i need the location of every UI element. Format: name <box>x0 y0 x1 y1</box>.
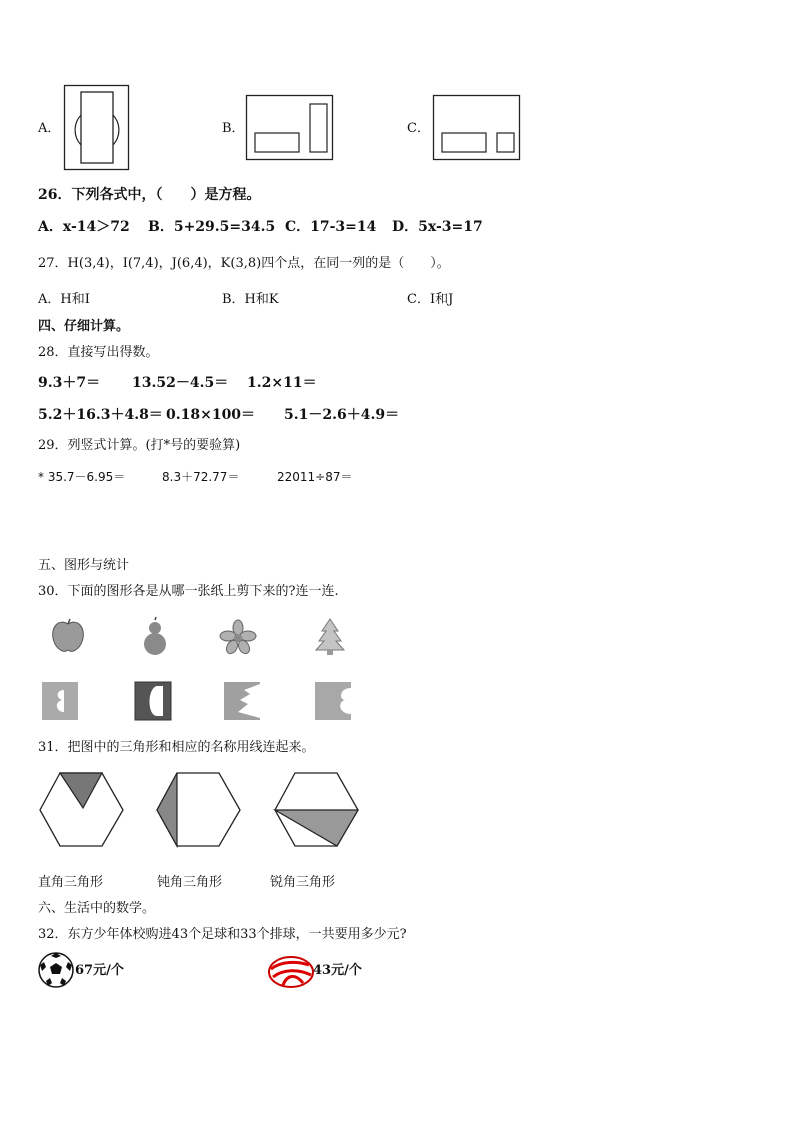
q26-stem: 26．下列各式中，（ ）是方程。 <box>38 187 261 203</box>
section-4-heading: 四、仔细计算。 <box>38 319 130 334</box>
option-c-label[interactable]: C． <box>407 121 430 136</box>
q28-item-4: 5.2＋16.3＋4.8＝ <box>38 407 163 423</box>
q29-item-1: * 35.7－6.95＝ <box>38 470 126 484</box>
q26-option-a[interactable]: A．x-14＞72 <box>38 219 130 235</box>
q26-option-b[interactable]: B．5+29.5=34.5 <box>148 219 276 235</box>
apple-shape <box>50 618 86 654</box>
volleyball-icon <box>267 955 315 989</box>
q28-item-2: 13.52－4.5＝ <box>132 375 229 391</box>
option-b-label[interactable]: B． <box>222 121 245 136</box>
hexagon-3 <box>274 772 360 848</box>
q32-stem: 32．东方少年体校购进43个足球和33个排球，一共要用多少元? <box>38 927 407 942</box>
option-b-figure <box>246 95 334 161</box>
label-acute-triangle: 锐角三角形 <box>270 875 336 890</box>
cut-paper-3 <box>222 680 262 722</box>
label-right-triangle: 直角三角形 <box>38 875 104 890</box>
volleyball-price: 43元/个 <box>313 963 362 978</box>
hexagon-2 <box>156 772 242 848</box>
q28-stem: 28．直接写出得数。 <box>38 345 159 360</box>
option-a-label[interactable]: A． <box>38 121 61 136</box>
q29-item-2: 8.3＋72.77＝ <box>162 470 240 484</box>
q26-option-c[interactable]: C．17-3=14 <box>285 219 377 235</box>
q29-item-3: 22011÷87＝ <box>277 470 353 484</box>
q27-stem: 27．H(3,4)，I(7,4)，J(6,4)，K(3,8)四个点，在同一列的是（ ）。 <box>38 256 450 271</box>
q31-stem: 31．把图中的三角形和相应的名称用线连起来。 <box>38 740 315 755</box>
section-6-heading: 六、生活中的数学。 <box>38 901 156 916</box>
tree-shape <box>313 617 347 655</box>
q30-stem: 30．下面的图形各是从哪一张纸上剪下来的?连一连. <box>38 584 339 599</box>
football-price: 67元/个 <box>75 963 124 978</box>
q28-item-1: 9.3＋7＝ <box>38 375 101 391</box>
gourd-shape <box>140 618 170 656</box>
q27-option-b[interactable]: B．H和K <box>222 292 279 307</box>
option-c-figure <box>433 95 521 161</box>
cut-paper-1 <box>40 680 80 722</box>
q28-item-6: 5.1－2.6＋4.9＝ <box>284 407 400 423</box>
q27-option-a[interactable]: A．H和I <box>38 292 90 307</box>
cut-paper-2 <box>133 680 173 722</box>
football-icon <box>37 951 75 989</box>
flower-shape <box>220 620 256 654</box>
q28-item-5: 0.18×100＝ <box>166 407 256 423</box>
section-5-heading: 五、图形与统计 <box>38 558 130 573</box>
q27-option-c[interactable]: C．I和J <box>407 292 454 307</box>
hexagon-1 <box>39 772 125 848</box>
cut-paper-4 <box>313 680 353 722</box>
q26-option-d[interactable]: D．5x-3=17 <box>392 219 483 235</box>
q29-stem: 29．列竖式计算。(打*号的要验算) <box>38 438 241 453</box>
label-obtuse-triangle: 钝角三角形 <box>157 875 223 890</box>
q28-item-3: 1.2×11＝ <box>247 375 317 391</box>
option-a-figure <box>64 85 130 171</box>
